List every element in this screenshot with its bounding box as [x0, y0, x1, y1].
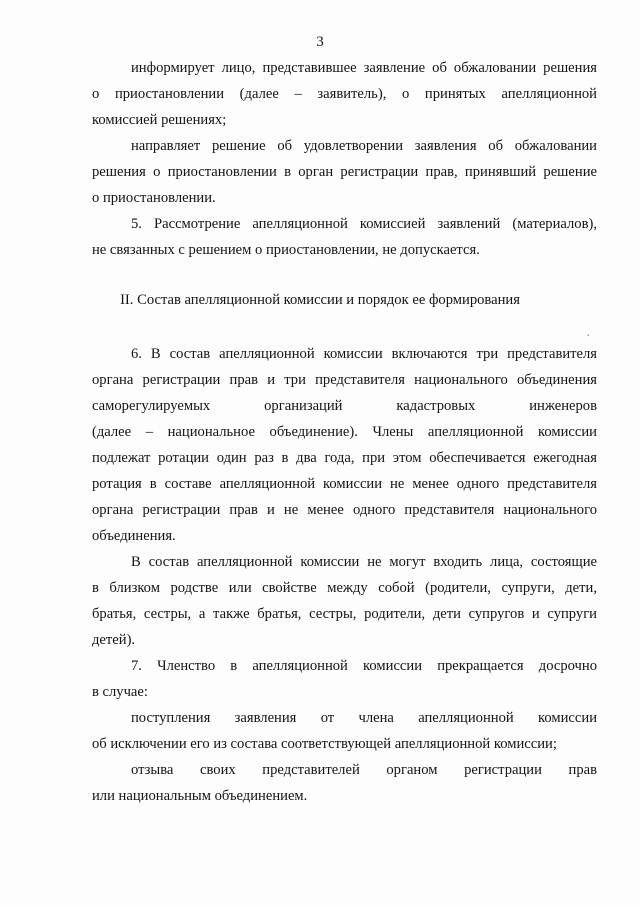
text-line: решения о приостановлении в орган регистрации прав, принявший решение [92, 164, 597, 180]
page-number: 3 [316, 34, 324, 50]
text-line: детей). [92, 632, 136, 648]
text-line: 5. Рассмотрение апелляционной комиссией заявлений (материалов), [131, 216, 597, 232]
section-heading: II. Состав апелляционной комиссии и порядок ее формирования [120, 292, 520, 308]
scan-mark: ꞏ [587, 331, 590, 340]
text-line: ротация в составе апелляционной комиссии не менее одного представителя [92, 476, 597, 492]
text-line: о приостановлении. [92, 190, 216, 206]
text-line: направляет решение об удовлетворении заявления об обжаловании [131, 138, 597, 154]
text-line: саморегулируемых организаций кадастровых инженеров [92, 398, 597, 414]
text-line: 7. Членство в апелляционной комиссии прекращается досрочно [131, 658, 597, 674]
text-line: В состав апелляционной комиссии не могут входить лица, состоящие [131, 554, 597, 570]
text-line: (далее – национальное объединение). Члены апелляционной комиссии [92, 424, 597, 440]
text-line: объединения. [92, 528, 176, 544]
text-line: об исключении его из состава соответствующей апелляционной комиссии; [92, 736, 557, 752]
text-line: о приостановлении (далее – заявитель), о принятых апелляционной [92, 86, 597, 102]
text-line: поступления заявления от члена апелляционной комиссии [131, 710, 597, 726]
text-line: не связанных с решением о приостановлении, не допускается. [92, 242, 480, 258]
text-line: в случае: [92, 684, 148, 700]
text-line: 6. В состав апелляционной комиссии включаются три представителя [131, 346, 597, 362]
text-line: или национальным объединением. [92, 788, 308, 804]
text-line: информирует лицо, представившее заявление об обжаловании решения [131, 60, 597, 76]
text-line: органа регистрации прав и три представителя национального объединения [92, 372, 597, 388]
text-line: в близком родстве или свойстве между собой (родители, супруги, дети, [92, 580, 597, 596]
text-line: подлежат ротации один раз в два года, при этом обеспечивается ежегодная [92, 450, 597, 466]
text-line: органа регистрации прав и не менее одного представителя национального [92, 502, 597, 518]
text-line: комиссией решениях; [92, 112, 227, 128]
text-line: братья, сестры, а также братья, сестры, родители, дети супругов и супруги [92, 606, 597, 622]
text-line: отзыва своих представителей органом регистрации прав [131, 762, 597, 778]
